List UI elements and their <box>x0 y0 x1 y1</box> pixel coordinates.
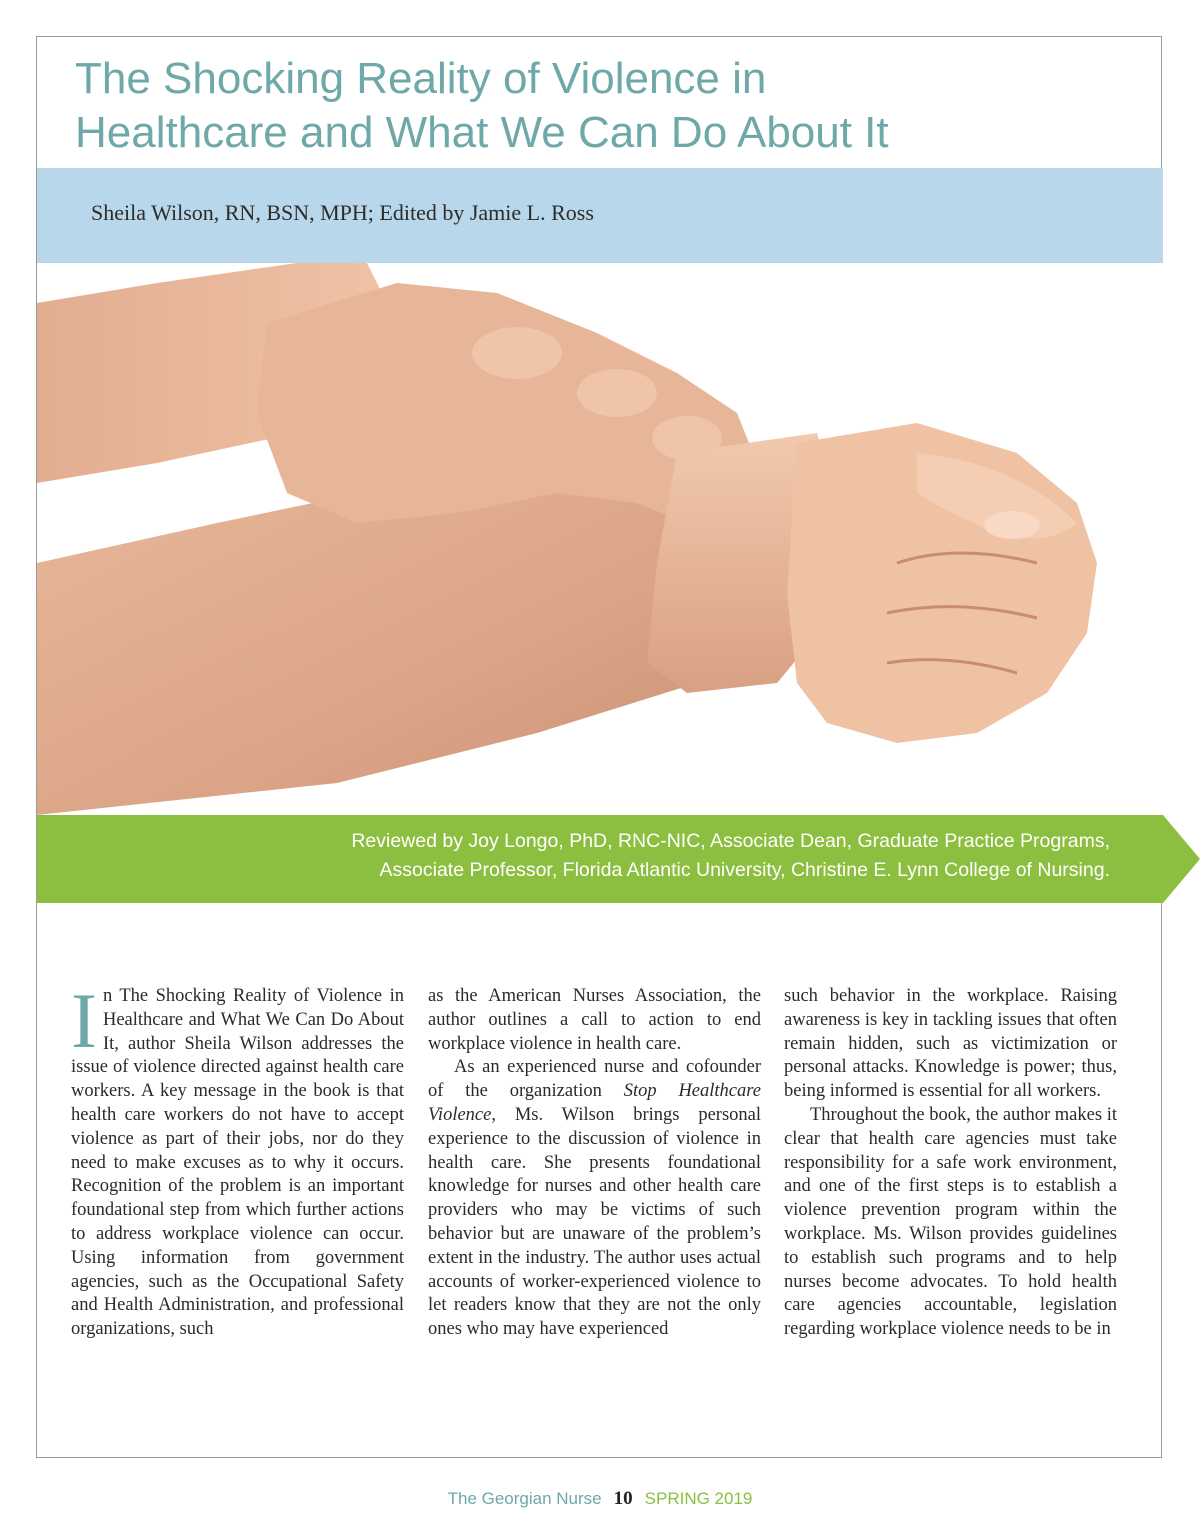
reviewer-line-2: Associate Professor, Florida Atlantic University, Christine E. Lynn College of Nursing. <box>379 859 1110 881</box>
col2-paragraph-2 <box>428 1056 761 1342</box>
page-number: 10 <box>613 1488 633 1509</box>
col3-paragraph-2: Throughout the book, the author makes it clear that health care agencies must take responsibility for a safe work environment, and one of the first steps is to establish a violence prevention program within the workplace. Ms. Wilson provides guidelines to establish such programs and to help nurses become advocates. To hold health care agencies accountable, legislation regarding workplace violence needs to be in <box>784 1104 1117 1340</box>
paragraph <box>71 977 404 1342</box>
publication-name: The Georgian Nurse <box>447 1489 602 1508</box>
author-band <box>37 168 1163 263</box>
drop-cap: I <box>71 977 97 1064</box>
column-2 <box>428 985 761 1342</box>
col2-paragraph-2-text-b: , Ms. Wilson brings personal experience to the discussion of violence in health care. She presents foundational knowledge for nurses and other health care providers who may be victims of such behavior but are unaware of the problem’s extent in the industry. The author uses actual accounts of worker-experienced violence to let readers know that they are not the only ones who may have experienced <box>428 1104 761 1340</box>
column-1 <box>71 977 404 1342</box>
title-line-2: Healthcare and What We Can Do About It <box>75 108 889 157</box>
page-footer <box>0 1486 1200 1511</box>
col3-paragraph-1: such behavior in the workplace. Raising awareness is key in tackling issues that often remain hidden, such as victimization or personal attacks. Knowledge is power; thus, being informed is essential for all workers. <box>784 986 1117 1102</box>
organization-name: Stop Healthcare Violence <box>428 1081 761 1125</box>
photo-illustration <box>37 263 1163 815</box>
article-title <box>75 52 1075 160</box>
author-byline: Sheila Wilson, RN, BSN, MPH; Edited by Jamie L. Ross <box>91 200 594 225</box>
hand-gripping-wrist-photo <box>37 263 1163 815</box>
article-body <box>71 977 1117 1455</box>
title-line-1: The Shocking Reality of Violence in <box>75 54 767 103</box>
column-3 <box>784 985 1117 1342</box>
reviewer-banner <box>37 815 1200 903</box>
issue-label: SPRING 2019 <box>644 1489 753 1508</box>
col2-paragraph-2-text-a: As an experienced nurse and cofounder of the organization <box>428 1057 761 1102</box>
reviewer-credit <box>110 827 1110 885</box>
col1-paragraph-1-text: n The Shocking Reality of Violence in Healthcare and What We Can Do About It, author Sheila Wilson addresses the issue of violence directed against health care workers. A key message in the book is that health care workers do not have to accept violence as part of their jobs, nor do they need to make excuses as to why it occurs. Recognition of the problem is an important foundational step from which further actions to address workplace violence can occur. Using information from government agencies, such as the Occupational Safety and Health Administration, and professional organizations, such <box>71 986 404 1340</box>
reviewer-line-1: Reviewed by Joy Longo, PhD, RNC-NIC, Associate Dean, Graduate Practice Programs, <box>351 830 1110 852</box>
col2-paragraph-1: as the American Nurses Association, the author outlines a call to action to end workplace violence in health care. <box>428 986 761 1054</box>
